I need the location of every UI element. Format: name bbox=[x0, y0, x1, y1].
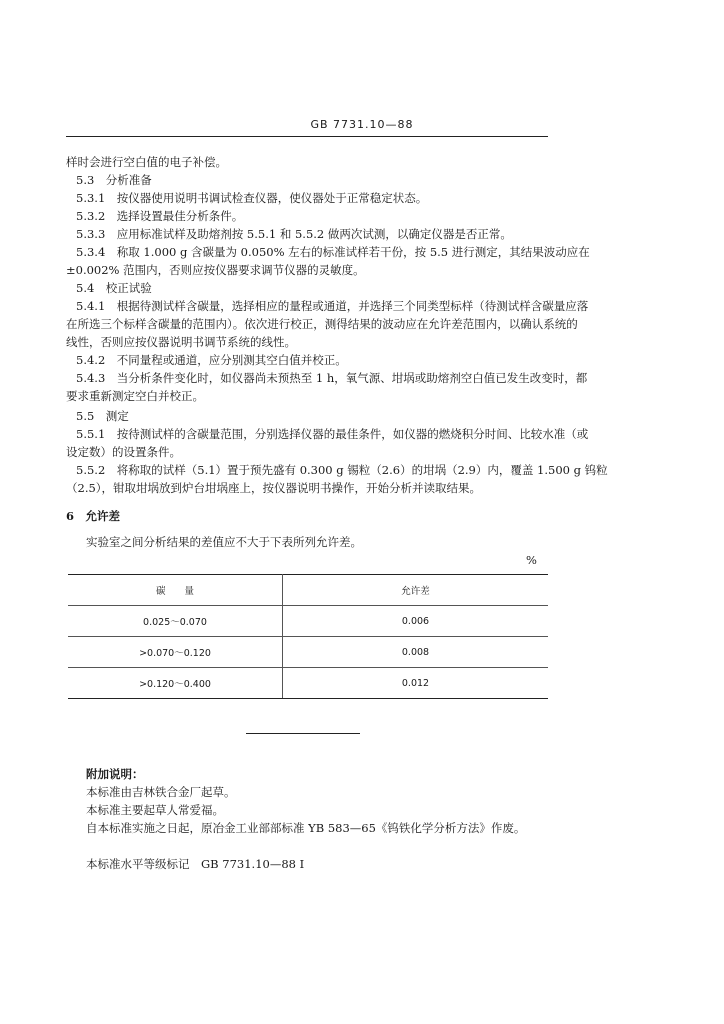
body-line: （2.5），钳取坩埚放到炉台坩埚座上，按仪器说明书操作，开始分析并读取结果。 bbox=[66, 481, 482, 495]
page-header: GB 7731.10—88 bbox=[310, 118, 414, 131]
body-line: 设定数）的设置条件。 bbox=[66, 445, 181, 459]
column-header-tolerance: 允许差 bbox=[283, 575, 549, 606]
section-intro: 实验室之间分析结果的差值应不大于下表所列允许差。 bbox=[86, 535, 362, 549]
body-line: 5.4.1 根据待测试样含碳量，选择相应的量程或通道，并选择三个同类型标样（待测试样含碳量应落 bbox=[76, 299, 589, 313]
appendix-line: 本标准主要起草人常爱福。 bbox=[86, 803, 224, 817]
body-line: 5.3.4 称取 1.000 g 含碳量为 0.050% 左右的标准试样若干份，按 5.5 进行测定，其结果波动应在 bbox=[76, 245, 590, 259]
body-line: 5.4 校正试验 bbox=[76, 281, 152, 295]
end-divider bbox=[246, 733, 360, 734]
table-header-row bbox=[68, 575, 548, 606]
table-row bbox=[68, 668, 548, 699]
column-header-carbon: 碳 量 bbox=[68, 575, 283, 606]
body-line: 5.5.2 将称取的试样（5.1）置于预先盛有 0.300 g 锡粒（2.6）的坩埚（2.9）内，覆盖 1.500 g 钨粒 bbox=[76, 463, 608, 477]
body-line: 5.3.3 应用标准试样及助熔剂按 5.5.1 和 5.5.2 做两次试测，以确定仪器是否正常。 bbox=[76, 227, 512, 241]
header-rule bbox=[66, 136, 548, 137]
body-line: 样时会进行空白值的电子补偿。 bbox=[66, 155, 227, 169]
appendix-line: 本标准由吉林铁合金厂起草。 bbox=[86, 785, 236, 799]
appendix-line: 自本标准实施之日起，原冶金工业部部标准 YB 583—65《钨铁化学分析方法》作废。 bbox=[86, 821, 526, 835]
table-row bbox=[68, 606, 548, 637]
body-line: 5.3.1 按仪器使用说明书调试检查仪器，使仪器处于正常稳定状态。 bbox=[76, 191, 428, 205]
body-line: 线性，否则应按仪器说明书调节系统的线性。 bbox=[66, 335, 296, 349]
body-line: 5.5.1 按待测试样的含碳量范围，分别选择仪器的最佳条件，如仪器的燃烧积分时间、比较水准（或 bbox=[76, 427, 589, 441]
body-line: 5.4.2 不同量程或通道，应分别测其空白值并校正。 bbox=[76, 353, 347, 367]
tolerance-cell: 0.008 bbox=[283, 637, 549, 668]
table-row bbox=[68, 637, 548, 668]
body-line: 5.3.2 选择设置最佳分析条件。 bbox=[76, 209, 244, 223]
carbon-range-cell: >0.070～0.120 bbox=[68, 637, 283, 668]
unit-label: % bbox=[526, 553, 537, 567]
appendix-title: 附加说明： bbox=[86, 767, 144, 781]
body-line: 5.4.3 当分析条件变化时，如仪器尚未预热至 1 h，氧气源、坩埚或助熔剂空白值已发生改变时，都 bbox=[76, 371, 588, 385]
tolerance-cell: 0.006 bbox=[283, 606, 549, 637]
grade-mark: 本标准水平等级标记 GB 7731.10—88 I bbox=[86, 857, 305, 871]
tolerance-table bbox=[68, 574, 548, 699]
body-line: ±0.002% 范围内，否则应按仪器要求调节仪器的灵敏度。 bbox=[66, 263, 365, 277]
body-line: 要求重新测定空白并校正。 bbox=[66, 389, 204, 403]
tolerance-cell: 0.012 bbox=[283, 668, 549, 699]
carbon-range-cell: >0.120～0.400 bbox=[68, 668, 283, 699]
body-line: 在所选三个标样含碳量的范围内）。依次进行校正，测得结果的波动应在允许差范围内，以确认系统的 bbox=[66, 317, 578, 331]
body-line: 5.5 测定 bbox=[76, 409, 129, 423]
carbon-range-cell: 0.025～0.070 bbox=[68, 606, 283, 637]
section-heading: 6 允许差 bbox=[66, 509, 121, 523]
body-line: 5.3 分析准备 bbox=[76, 173, 152, 187]
